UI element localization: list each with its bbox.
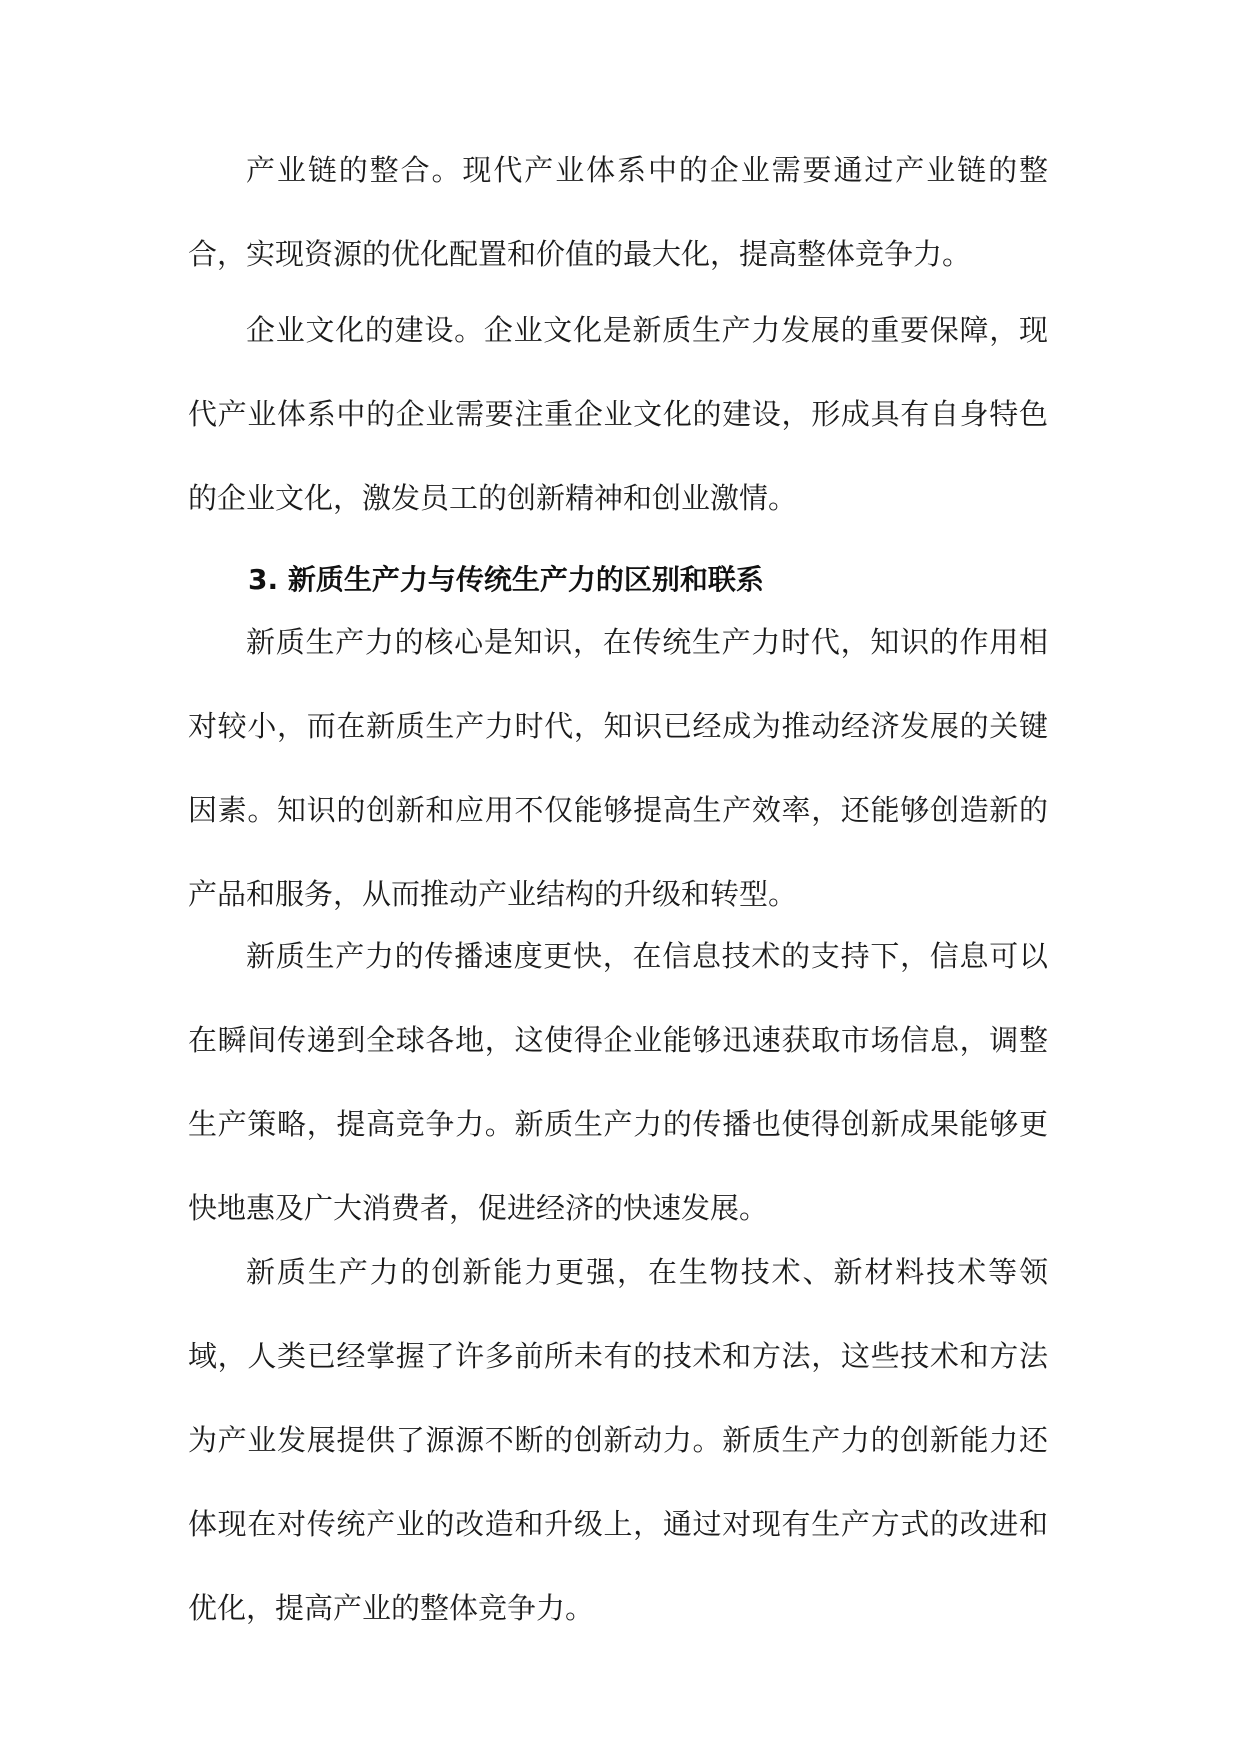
section-heading: 3. 新质生产力与传统生产力的区别和联系 [248,563,764,596]
paragraph-corporate-culture: 企业文化的建设。企业文化是新质生产力发展的重要保障，现代产业体系中的企业需要注重企业文化的建设，形成具有自身特色的企业文化，激发员工的创新精神和创业激情。 [188,313,1048,515]
paragraph-innovation-capacity: 新质生产力的创新能力更强，在生物技术、新材料技术等领域，人类已经掌握了许多前所未有的技术和方法，这些技术和方法为产业发展提供了源源不断的创新动力。新质生产力的创新能力还体现在对传统产业的改造和升级上，通过对现有生产方式的改进和优化，提高产业的整体竞争力。 [188,1255,1048,1625]
paragraph-spread-speed: 新质生产力的传播速度更快，在信息技术的支持下，信息可以在瞬间传递到全球各地，这使得企业能够迅速获取市场信息，调整生产策略，提高竞争力。新质生产力的传播也使得创新成果能够更快地惠及广大消费者，促进经济的快速发展。 [188,939,1048,1225]
paragraph-industry-chain: 产业链的整合。现代产业体系中的企业需要通过产业链的整合，实现资源的优化配置和价值的最大化，提高整体竞争力。 [188,153,1048,271]
paragraph-knowledge-core: 新质生产力的核心是知识，在传统生产力时代，知识的作用相对较小，而在新质生产力时代，知识已经成为推动经济发展的关键因素。知识的创新和应用不仅能够提高生产效率，还能够创造新的产品和服务，从而推动产业结构的升级和转型。 [188,625,1048,911]
